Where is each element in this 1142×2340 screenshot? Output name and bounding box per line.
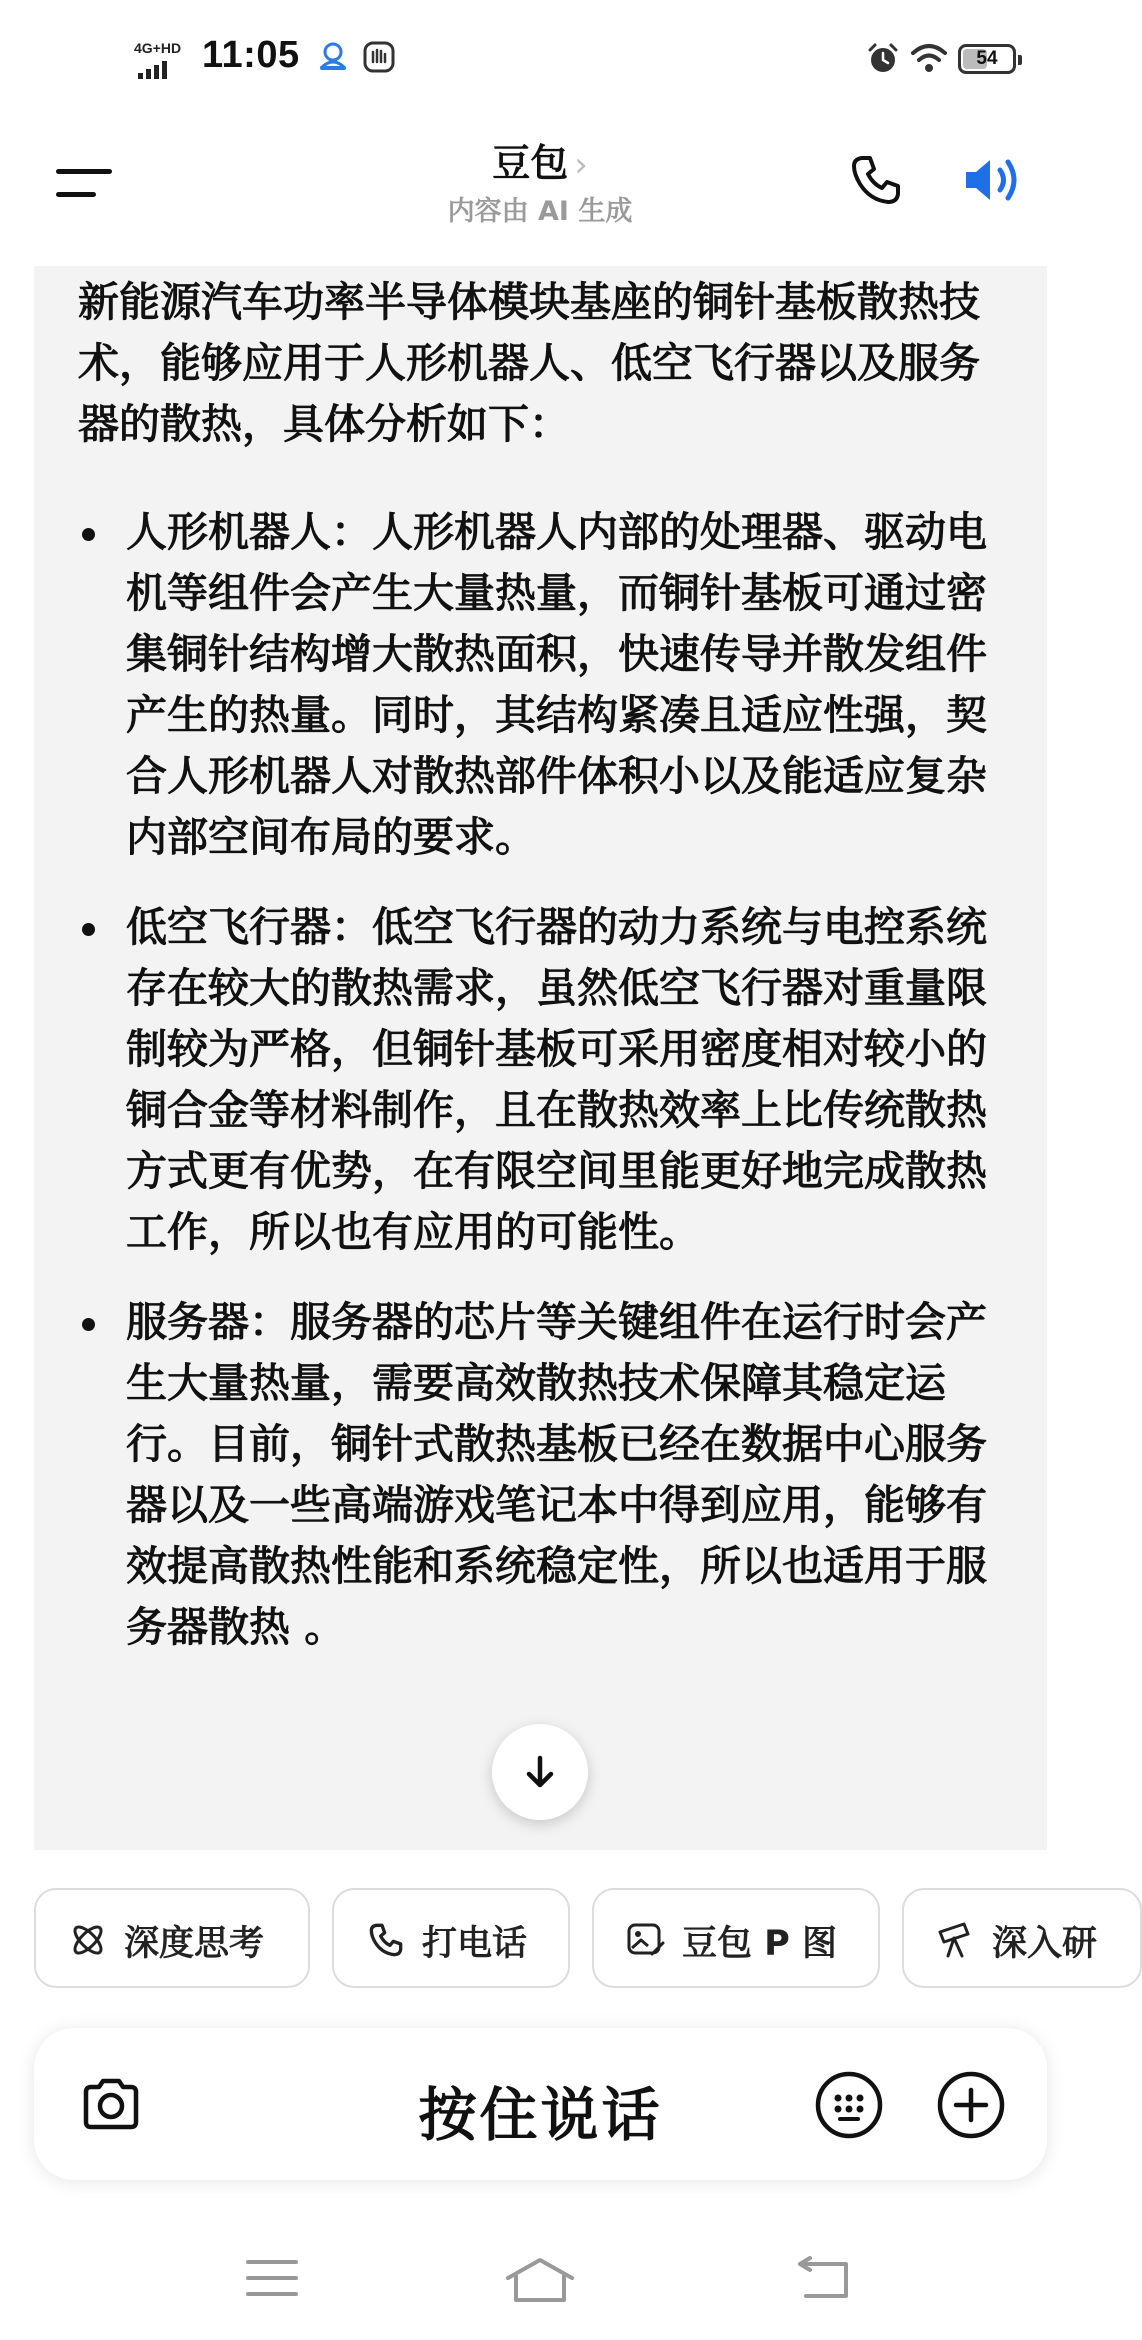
system-nav-bar (0, 2230, 1080, 2340)
plus-icon (936, 2070, 1006, 2140)
message-bullet-list (78, 502, 1018, 1687)
bullet-text: ：人形机器人内部的处理器、驱动电机等组件会产生大量热量，而铜针基板可通过密集铜针结构增大散热面积，快速传导并散发组件产生的热量。同时，其结构紧凑且适应性强，契合人形机器人对散热部件体积小以及能适应复杂内部空间布局的要求。 (126, 508, 987, 861)
alarm-icon (866, 42, 900, 80)
bullet-term: 人形机器人 (126, 508, 331, 556)
bullet-text: ：低空飞行器的动力系统与电控系统存在较大的散热需求，虽然低空飞行器对重量限制较为严格，但铜针基板可采用密度相对较小的铜合金等材料制作，且在散热效率上比传统散热方式更有优势，在有限空间里能更好地完成散热工作，所以也有应用的可能性。 (126, 903, 987, 1256)
scroll-to-bottom-button[interactable] (492, 1724, 588, 1820)
phone-icon (846, 150, 906, 210)
camera-button[interactable] (78, 2072, 144, 2138)
menu-nav-icon[interactable] (244, 2256, 300, 2304)
chip-deep-research[interactable] (902, 1888, 1142, 1988)
input-bar (34, 2028, 1047, 2180)
phone-call-button[interactable] (846, 150, 906, 210)
status-bar (0, 0, 1080, 120)
clock: 11:05 (202, 34, 300, 76)
bullet-dot (82, 923, 95, 936)
hold-to-talk-button[interactable]: 按住说话 (418, 2081, 663, 2149)
message-intro: 新能源汽车功率半导体模块基座的铜针基板散热技术，能够应用于人形机器人、低空飞行器以及服务器的散热，具体分析如下： (78, 278, 980, 448)
chip-image-edit[interactable] (592, 1888, 880, 1988)
atom-icon (68, 1920, 108, 1960)
add-attachment-button[interactable] (936, 2070, 1006, 2140)
home-nav-icon[interactable] (504, 2256, 576, 2308)
emoji-keyboard-button[interactable] (814, 2070, 884, 2140)
emoji-keyboard-icon (814, 2070, 884, 2140)
ai-generated-notice: 内容由 AI 生成 (447, 196, 633, 227)
back-nav-icon[interactable] (796, 2256, 852, 2304)
chip-label: 深度思考 (124, 1924, 265, 1964)
ai-message-bubble (34, 266, 1047, 1850)
speaker-icon (960, 150, 1030, 210)
chip-label: 豆包 P 图 (682, 1924, 838, 1964)
bullet-term: 低空飞行器 (126, 903, 331, 951)
battery-percent: 54 (976, 48, 998, 69)
gesture-icon (362, 40, 396, 74)
app-notification-icon (316, 40, 350, 74)
telescope-icon (936, 1920, 976, 1960)
bot-name-label: 豆包 (492, 141, 569, 185)
phone-icon (366, 1920, 406, 1960)
bullet-text: ：服务器的芯片等关键组件在运行时会产生大量热量，需要高效散热技术保障其稳定运行。目前，铜针式散热基板已经在数据中心服务器以及一些高端游戏笔记本中得到应用，能够有效提高散热性能和系统稳定性，所以也适用于服务器散热 。 (126, 1298, 987, 1651)
network-label: 4G+HD (134, 40, 182, 56)
list-item (78, 897, 1018, 1263)
image-edit-icon (626, 1920, 666, 1960)
bot-name[interactable] (340, 132, 740, 187)
chevron-right-icon: › (574, 145, 588, 185)
menu-icon[interactable] (56, 165, 112, 201)
battery-indicator (958, 44, 1016, 74)
list-item (78, 1292, 1018, 1658)
speaker-button[interactable] (960, 150, 1030, 210)
chip-label: 打电话 (422, 1924, 528, 1964)
bullet-dot (82, 1318, 95, 1331)
camera-icon (78, 2072, 144, 2138)
arrow-down-icon (520, 1752, 560, 1792)
signal-icon (138, 60, 170, 79)
wifi-icon (910, 42, 948, 78)
chat-title-area[interactable] (340, 132, 740, 228)
list-item (78, 502, 1018, 868)
chip-label: 深入研 (992, 1924, 1098, 1964)
bullet-dot (82, 528, 95, 541)
chip-deep-think[interactable] (34, 1888, 310, 1988)
chip-call[interactable] (332, 1888, 570, 1988)
bullet-term: 服务器 (126, 1298, 249, 1346)
network-indicator (134, 40, 198, 80)
quick-action-chips (0, 1888, 1098, 1992)
